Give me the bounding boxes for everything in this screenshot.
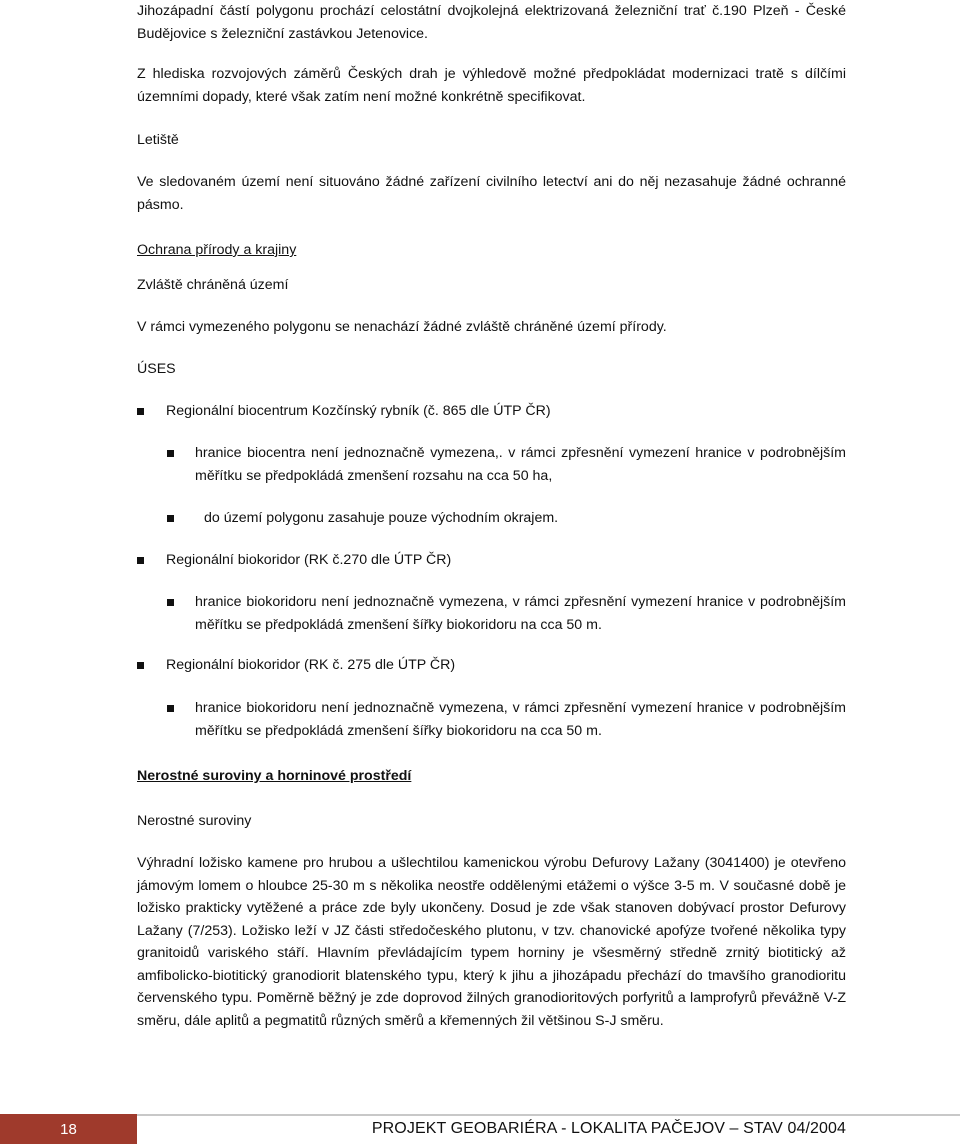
paragraph-letiste: Ve sledovaném území není situováno žádné zařízení civilního letectví ani do něj nezasahuje žádné ochranné pásmo. <box>137 174 846 213</box>
paragraph-zvlaste-chranena: V rámci vymezeného polygonu se nenachází žádné zvláště chráněné území přírody. <box>137 319 667 335</box>
heading-zvlaste-chranena: Zvláště chráněná území <box>137 277 289 293</box>
list-subitem <box>137 697 846 743</box>
heading-nerostne-suroviny: Nerostné suroviny <box>137 813 252 829</box>
list-item-label: Regionální biokoridor (RK č. 275 dle ÚTP ČR) <box>166 657 456 673</box>
list-subitem-text: do území polygonu zasahuje pouze východním okrajem. <box>204 510 559 526</box>
footer-title: PROJEKT GEOBARIÉRA - LOKALITA PAČEJOV – STAV 04/2004 <box>371 1120 846 1137</box>
paragraph-railway-development: Z hlediska rozvojových záměrů Českých drah je výhledově možné předpokládat modernizaci tratě s dílčími územními dopady, které však zatím není možné konkrétně specifikovat. <box>137 66 846 105</box>
heading-uses: ÚSES <box>137 361 176 377</box>
list-subitem-text: hranice biokoridoru není jednoznačně vymezena, v rámci zpřesnění vymezení hranice v podrobnějším měřítku se předpokládá zmenšení šířky biokoridoru na cca 50 m. <box>195 700 846 739</box>
list-subitem <box>137 507 846 530</box>
list-subitem-text: hranice biokoridoru není jednoznačně vymezena, v rámci zpřesnění vymezení hranice v podrobnějším měřítku se předpokládá zmenšení šířky biokoridoru na cca 50 m. <box>195 594 846 633</box>
list-subitem-text: hranice biocentra není jednoznačně vymezena,. v rámci zpřesnění vymezení hranice v podrobnějším měřítku se předpokládá zmenšení rozsahu na cca 50 ha, <box>195 445 846 484</box>
paragraph-nerostne-suroviny: Výhradní ložisko kamene pro hrubou a ušlechtilou kamenickou výrobu Defurovy Lažany (3041400) je otevřeno jámovým lomem o hloubce 25-30 m s několika neostře oddělenými etážemi o výšce 3-5 m. V současné době je ložisko prakticky vytěžené a práce zde byly ukončeny. Dosud je zde však stanoven dobývací prostor Defurovy Lažany (7/253). Ložisko leží v JZ části středočeského plutonu, v tzv. chanovické apofýze tvořené několika typy granitoidů variského stáří. Hlavním převládajícím typem horniny je všesměrný středně zrnitý biotitický až amfibolicko-biotitický granodiorit blatenského typu, který k jihu a jihozápadu přechází do tmavšího granodioritu červenského typu. Poměrně běžný je zde doprovod žilných granodioritových porfyritů a lamprofyrů převážně V-Z směru, dále aplitů a pegmatitů různých směrů a křemenných žil většinou S-J směru. <box>137 855 846 1029</box>
list-subitem <box>137 442 846 488</box>
bullet-icon <box>167 599 174 606</box>
list-item <box>137 654 846 677</box>
bullet-icon <box>137 557 144 564</box>
list-item-label: Regionální biocentrum Kozčínský rybník (č. 865 dle ÚTP ČR) <box>166 403 551 419</box>
page-number-box <box>0 1114 137 1144</box>
list-item <box>137 400 846 423</box>
heading-ochrana-prirody: Ochrana přírody a krajiny <box>137 242 297 258</box>
bullet-icon <box>137 408 144 415</box>
paragraph-railway: Jihozápadní částí polygonu prochází celostátní dvojkolejná elektrizovaná železniční trať č.190 Plzeň - České Budějovice s železniční zastávkou Jetenovice. <box>137 3 846 42</box>
footer-divider <box>137 1114 960 1116</box>
bullet-icon <box>167 515 174 522</box>
list-item <box>137 549 846 572</box>
bullet-icon <box>167 450 174 457</box>
bullet-icon <box>167 705 174 712</box>
heading-nerostne-suroviny-section: Nerostné suroviny a horninové prostředí <box>137 768 412 784</box>
page-number: 18 <box>60 1120 77 1138</box>
heading-letiste: Letiště <box>137 132 179 148</box>
list-subitem <box>137 591 846 637</box>
bullet-icon <box>137 662 144 669</box>
list-item-label: Regionální biokoridor (RK č.270 dle ÚTP ČR) <box>166 552 452 568</box>
